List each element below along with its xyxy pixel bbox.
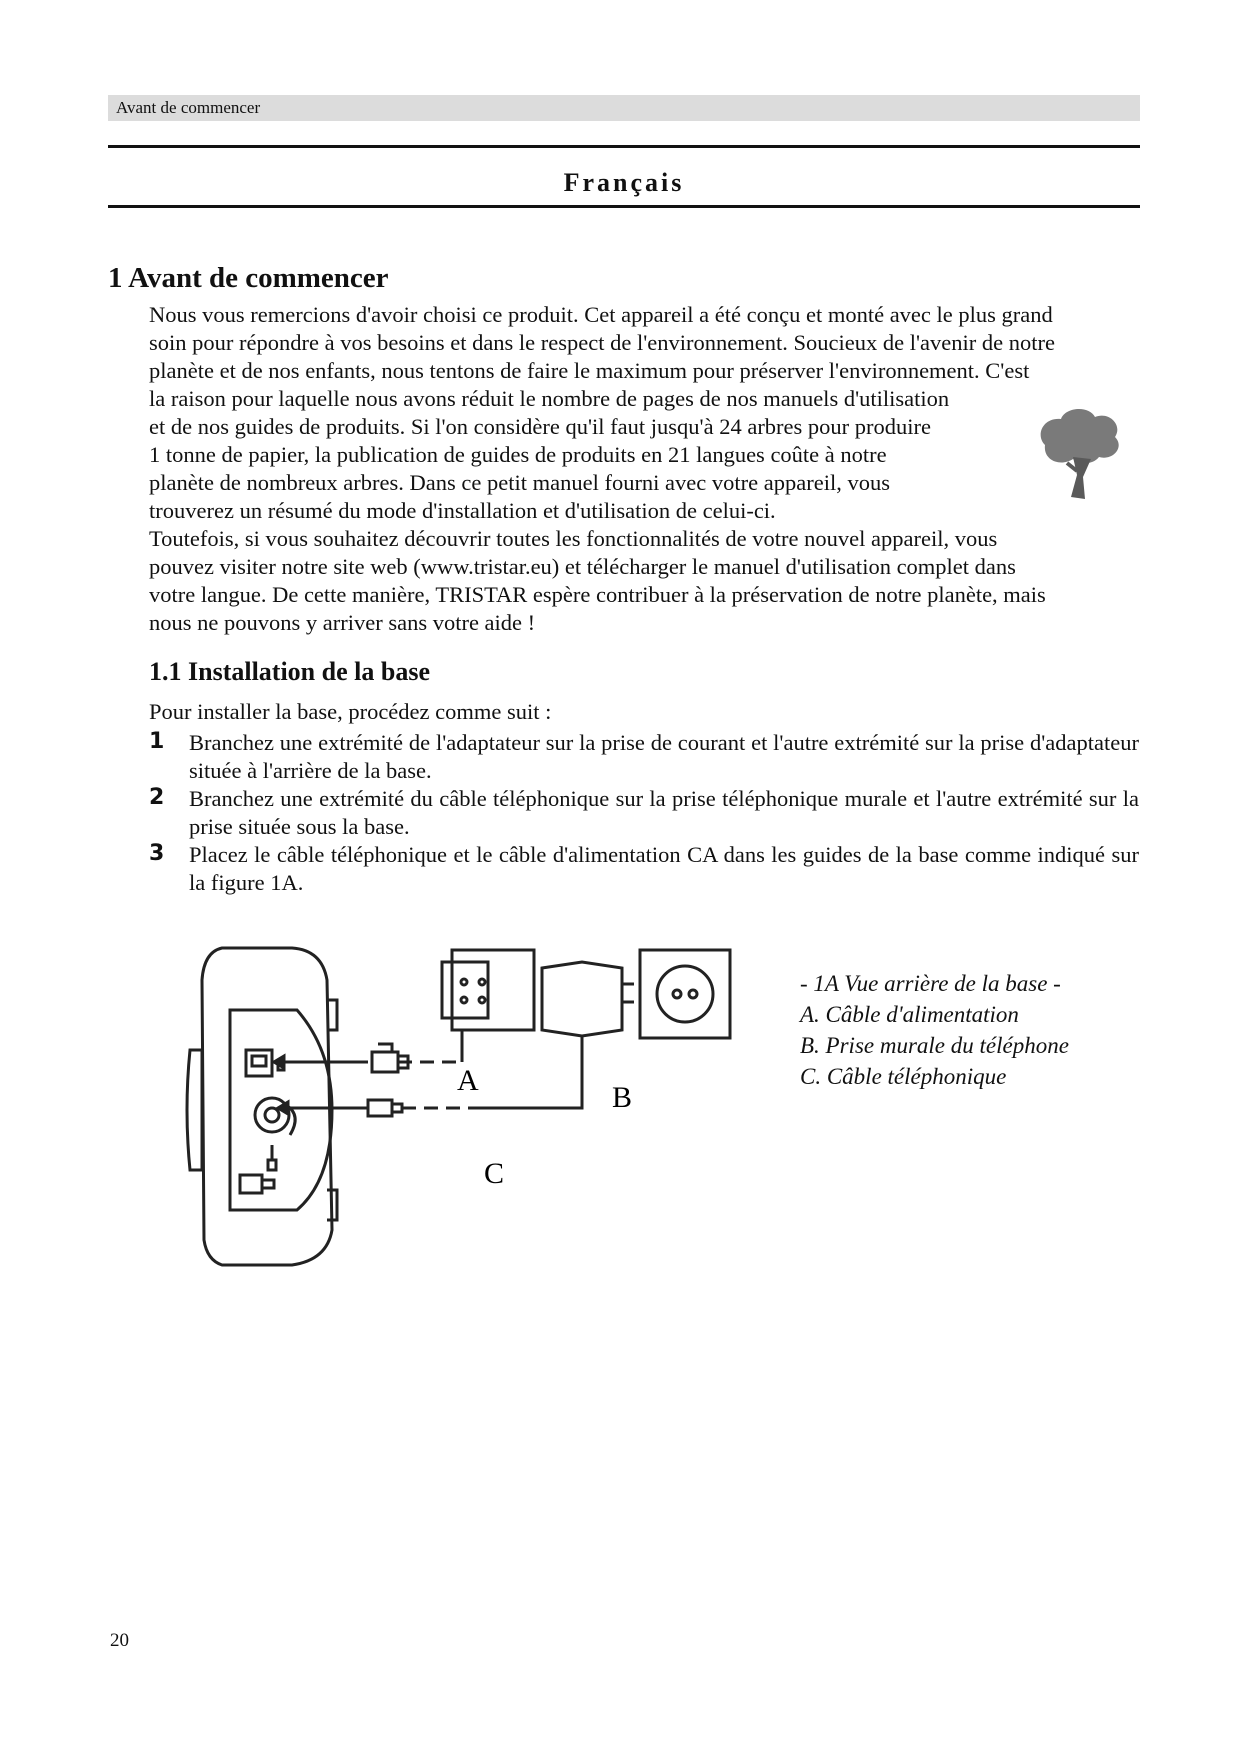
intro-line: Toutefois, si vous souhaitez découvrir toutes les fonctionnalités de votre nouvel appareil, vous — [149, 526, 998, 551]
label-a: A — [457, 1064, 479, 1097]
intro-line: 1 tonne de papier, la publication de guides de produits en 21 langues coûte à notre — [149, 442, 887, 467]
intro-line: trouverez un résumé du mode d'installation et d'utilisation de celui-ci. — [149, 498, 776, 523]
caption-item: B. Prise murale du téléphone — [800, 1033, 1069, 1058]
caption-item: C. Câble téléphonique — [800, 1064, 1007, 1089]
intro-paragraph — [149, 301, 1139, 637]
running-header: Avant de commencer — [108, 95, 1140, 121]
language-title: Français — [563, 168, 685, 197]
base-connection-diagram — [182, 940, 782, 1290]
page-number: 20 — [110, 1630, 129, 1651]
step-text: Branchez une extrémité du câble téléphonique sur la prise téléphonique murale et l'autre extrémité sur la prise située sous la base. — [189, 786, 1139, 839]
label-b: B — [612, 1081, 633, 1114]
step-text: Placez le câble téléphonique et le câble d'alimentation CA dans les guides de la base comme indiqué sur la figure 1A. — [189, 842, 1139, 895]
intro-line: votre langue. De cette manière, TRISTAR espère contribuer à la préservation de notre planète, mais — [149, 582, 1046, 607]
subsection-heading: 1.1 Installation de la base — [149, 657, 430, 686]
intro-line: et de nos guides de produits. Si l'on considère qu'il faut jusqu'à 24 arbres pour produire — [149, 414, 932, 439]
label-c: C — [484, 1157, 505, 1190]
intro-line: pouvez visiter notre site web (www.tristar.eu) et télécharger le manuel d'utilisation complet dans — [149, 554, 1016, 579]
steps-lead: Pour installer la base, procédez comme suit : — [149, 699, 552, 724]
figure-caption — [800, 968, 1069, 1092]
caption-item: A. Câble d'alimentation — [800, 1002, 1019, 1027]
intro-line: planète et de nos enfants, nous tentons de faire le maximum pour préserver l'environnement. C'est — [149, 358, 1030, 383]
top-rule — [108, 145, 1140, 148]
bottom-rule — [108, 205, 1140, 208]
intro-line: soin pour répondre à vos besoins et dans le respect de l'environnement. Soucieux de l'avenir de notre — [149, 330, 1055, 355]
step-text: Branchez une extrémité de l'adaptateur sur la prise de courant et l'autre extrémité sur la prise d'adaptateur située à l'arrière de la base. — [189, 730, 1139, 783]
intro-line: nous ne pouvons y arriver sans votre aide ! — [149, 610, 536, 635]
intro-line: planète de nombreux arbres. Dans ce petit manuel fourni avec votre appareil, vous — [149, 470, 890, 495]
intro-line: Nous vous remercions d'avoir choisi ce produit. Cet appareil a été conçu et monté avec le plus grand — [149, 302, 1053, 327]
step-number: 3 — [149, 841, 165, 866]
step-number: 2 — [149, 785, 165, 810]
section-heading: 1 Avant de commencer — [108, 262, 389, 294]
tree-illustration — [1033, 405, 1123, 505]
intro-line: la raison pour laquelle nous avons réduit le nombre de pages de nos manuels d'utilisation — [149, 386, 950, 411]
step-number: 1 — [149, 729, 165, 754]
caption-title: - 1A Vue arrière de la base - — [800, 971, 1061, 996]
